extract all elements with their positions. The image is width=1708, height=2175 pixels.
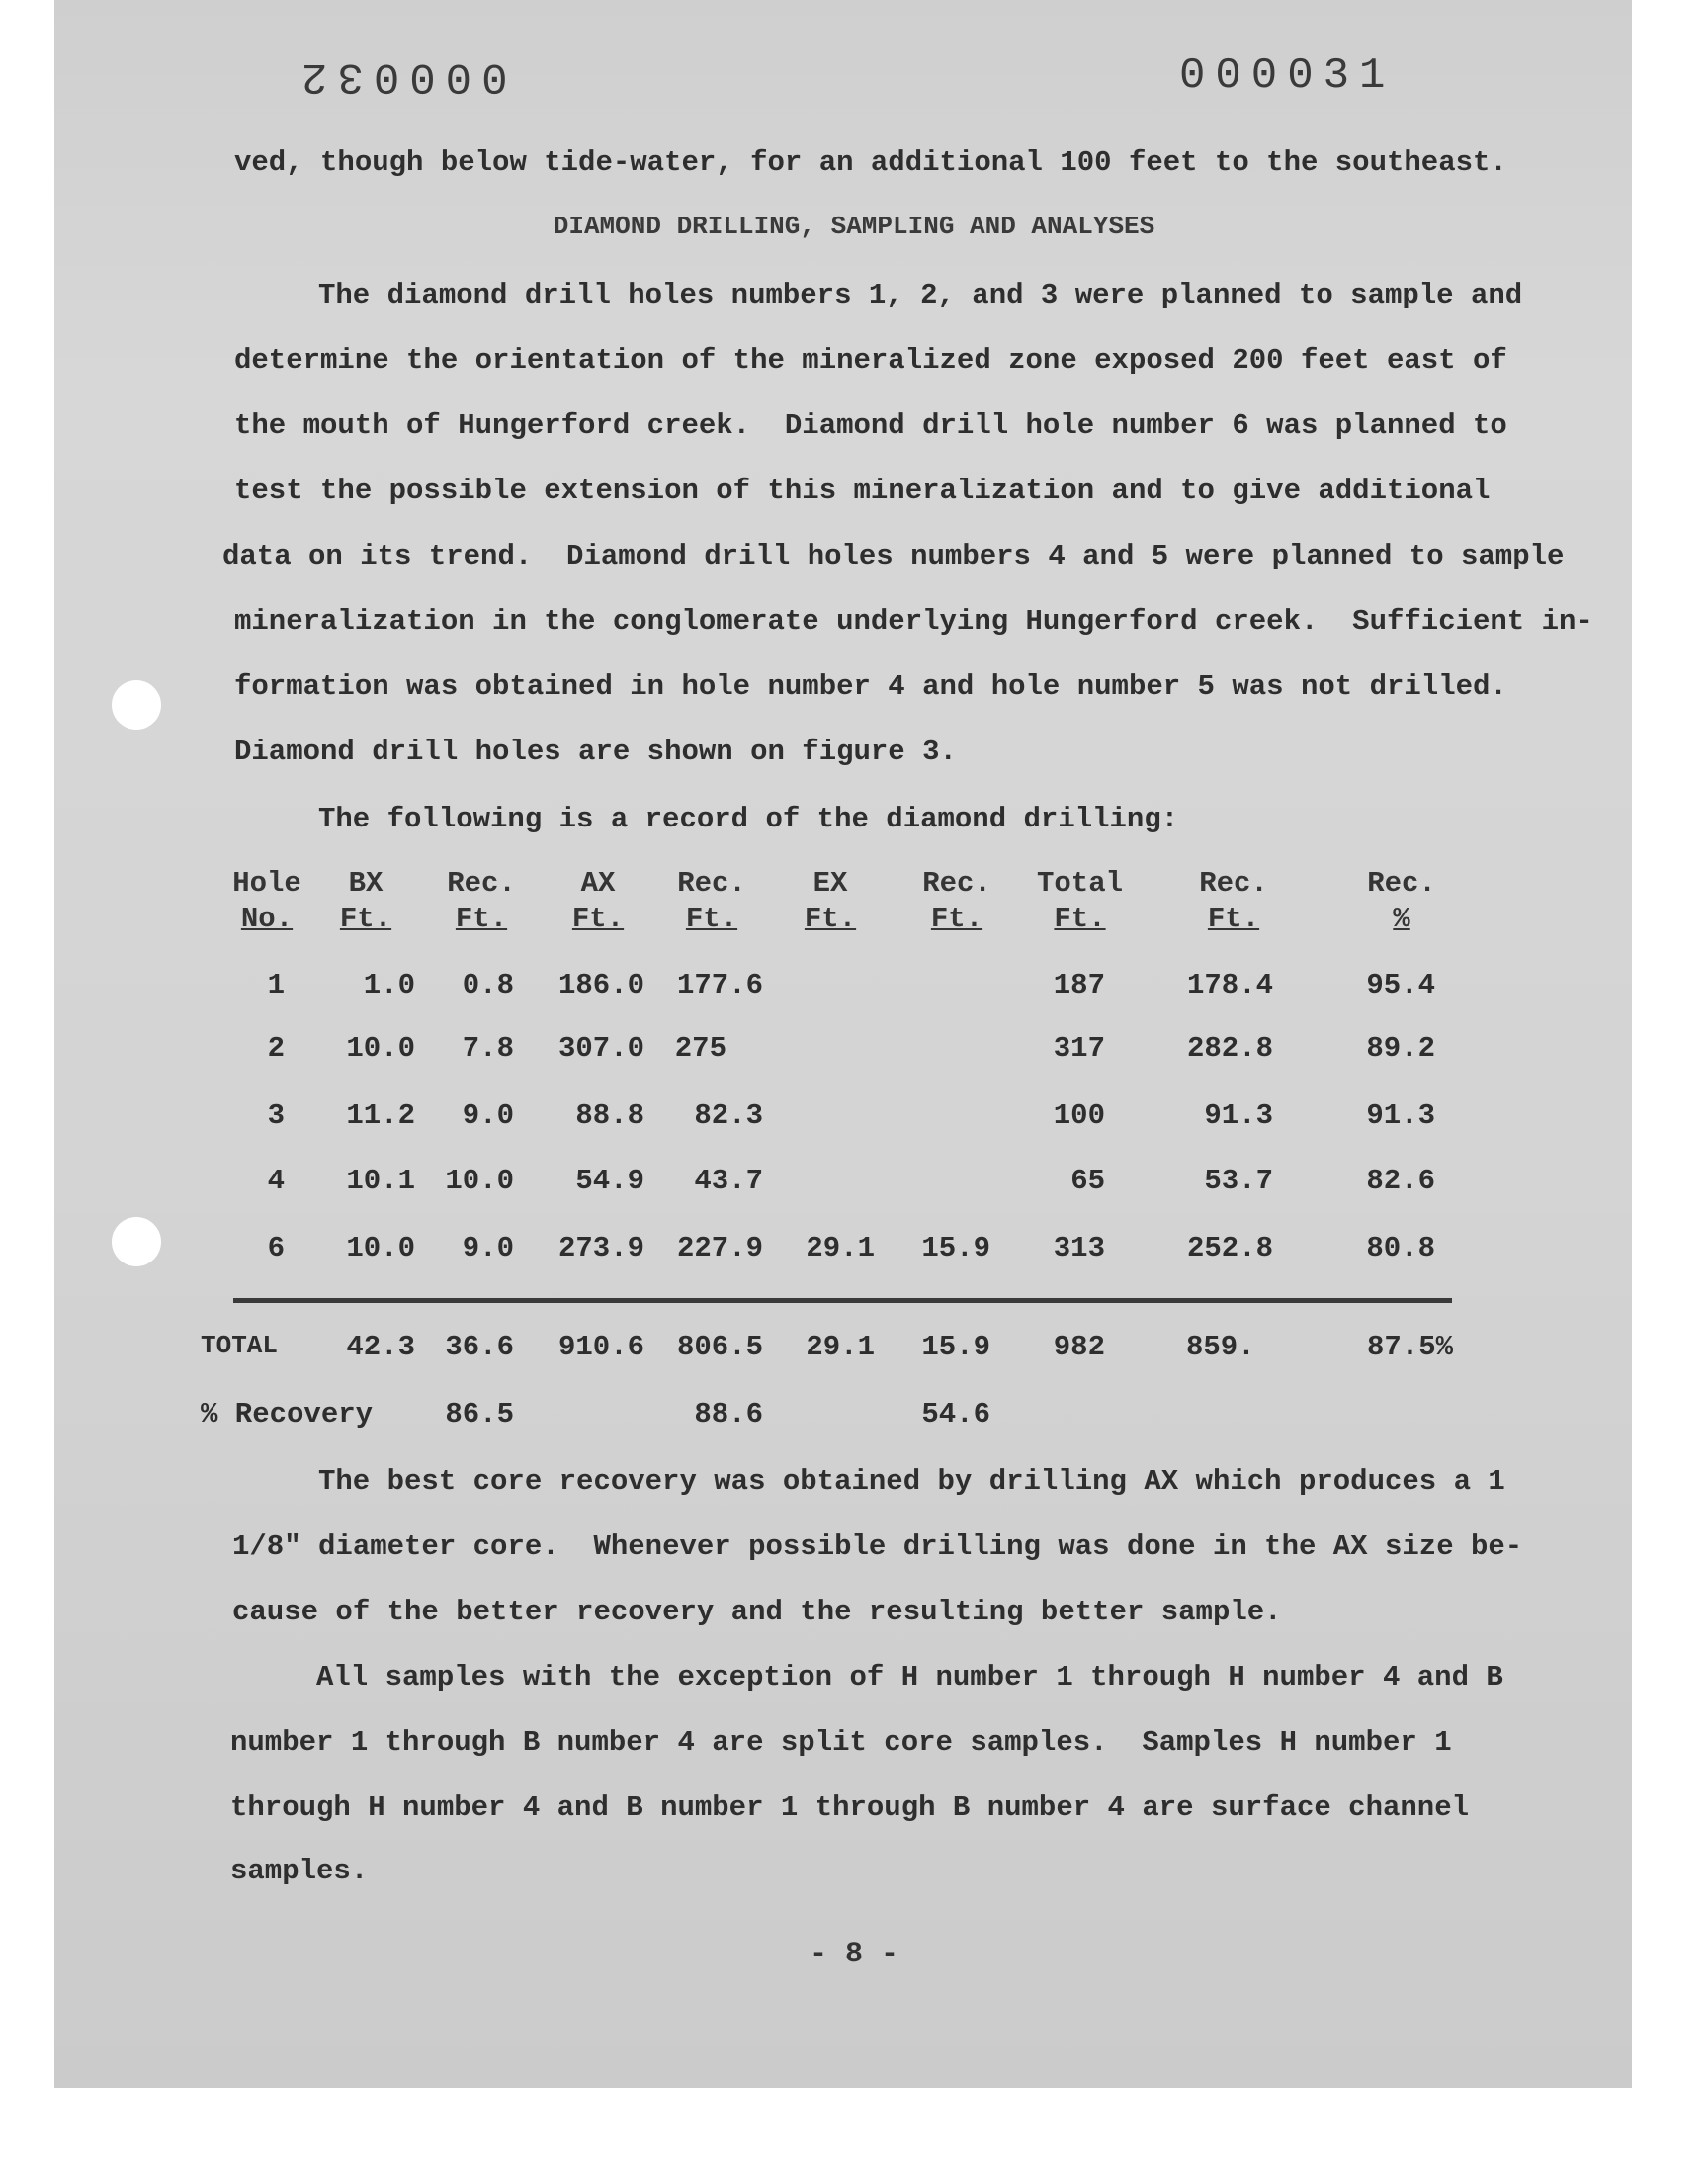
paragraph-line: The diamond drill holes numbers 1, 2, and 3 were planned to sample and — [318, 279, 1523, 311]
table-cell: 100 — [1053, 1099, 1105, 1132]
table-cell: 11.2 — [346, 1099, 415, 1132]
table-cell: 3 — [267, 1099, 285, 1132]
stamp-number: 000031 — [1179, 51, 1396, 101]
table-cell: 82.3 — [694, 1099, 763, 1132]
paragraph-line: determine the orientation of the mineralized zone exposed 200 feet east of — [234, 344, 1507, 377]
recovery-cell: 54.6 — [921, 1398, 990, 1431]
table-cell: 186.0 — [557, 969, 644, 1001]
table-cell: 10.0 — [346, 1232, 415, 1264]
table-cell: 313 — [1053, 1232, 1105, 1264]
total-cell: 36.6 — [445, 1331, 514, 1363]
paragraph-line: mineralization in the conglomerate underlying Hungerford creek. Sufficient in- — [234, 605, 1593, 638]
stamp-number-mirrored: 000032 — [292, 51, 508, 101]
table-cell: 88.8 — [575, 1099, 644, 1132]
table-cell: 10.1 — [346, 1165, 415, 1197]
table-cell: 0.8 — [462, 969, 514, 1001]
total-cell: 982 — [1053, 1331, 1105, 1363]
table-cell: 65 — [1070, 1165, 1105, 1197]
table-cell: 6 — [267, 1232, 285, 1264]
punch-hole-bottom — [112, 1217, 161, 1266]
section-heading: DIAMOND DRILLING, SAMPLING AND ANALYSES — [553, 212, 1155, 241]
paragraph-line: samples. — [230, 1855, 369, 1887]
paragraph-line: test the possible extension of this mineralization and to give additional — [234, 475, 1491, 507]
table-cell: 80.8 — [1366, 1232, 1435, 1264]
table-header: Rec. Ft. — [447, 867, 516, 935]
table-cell: 177.6 — [676, 969, 763, 1001]
table-cell: 53.7 — [1204, 1165, 1273, 1197]
table-cell: 275 — [674, 1032, 726, 1065]
table-cell: 10.0 — [445, 1165, 514, 1197]
table-cell: 29.1 — [806, 1232, 875, 1264]
table-cell: 252.8 — [1186, 1232, 1273, 1264]
page-number: - 8 - — [809, 1938, 898, 1971]
table-header: Rec. % — [1367, 867, 1436, 935]
table-cell: 2 — [267, 1032, 285, 1065]
punch-hole-top — [112, 680, 161, 730]
table-header: BX Ft. — [339, 867, 392, 935]
table-cell: 227.9 — [676, 1232, 763, 1264]
table-cell: 91.3 — [1204, 1099, 1273, 1132]
total-cell: 15.9 — [921, 1331, 990, 1363]
table-header: Rec. Ft. — [1199, 867, 1268, 935]
paragraph-line: Diamond drill holes are shown on figure 3. — [234, 736, 957, 768]
table-header: Rec. Ft. — [922, 867, 991, 935]
paragraph-line: All samples with the exception of H number 1 through H number 4 and B — [316, 1661, 1503, 1694]
table-cell: 307.0 — [557, 1032, 644, 1065]
paragraph-line: number 1 through B number 4 are split core samples. Samples H number 1 — [230, 1726, 1452, 1759]
total-cell: 859. — [1186, 1331, 1255, 1363]
table-cell: 1 — [267, 969, 285, 1001]
total-cell: 42.3 — [346, 1331, 415, 1363]
table-header: Total Ft. — [1036, 867, 1123, 935]
recovery-cell: 86.5 — [445, 1398, 514, 1431]
table-header: Hole No. — [232, 867, 301, 935]
table-cell: 273.9 — [557, 1232, 644, 1264]
table-cell: 9.0 — [462, 1099, 514, 1132]
table-cell: 89.2 — [1366, 1032, 1435, 1065]
table-cell: 4 — [267, 1165, 285, 1197]
table-cell: 82.6 — [1366, 1165, 1435, 1197]
total-cell: 910.6 — [557, 1331, 644, 1363]
paragraph-line: formation was obtained in hole number 4 and hole number 5 was not drilled. — [234, 670, 1507, 703]
table-intro: The following is a record of the diamond drilling: — [318, 803, 1179, 835]
table-cell: 91.3 — [1366, 1099, 1435, 1132]
paragraph-line: cause of the better recovery and the resulting better sample. — [232, 1596, 1282, 1628]
total-cell: 87.5% — [1366, 1331, 1453, 1363]
total-label: TOTAL — [201, 1331, 279, 1360]
paragraph-line: data on its trend. Diamond drill holes numbers 4 and 5 were planned to sample — [222, 540, 1565, 572]
intro-line: ved, though below tide-water, for an additional 100 feet to the southeast. — [234, 146, 1507, 179]
table-cell: 43.7 — [694, 1165, 763, 1197]
total-cell: 806.5 — [676, 1331, 763, 1363]
table-header: Rec. Ft. — [677, 867, 746, 935]
table-divider — [233, 1298, 1452, 1303]
table-cell: 187 — [1053, 969, 1105, 1001]
table-header: AX Ft. — [571, 867, 625, 935]
table-cell: 1.0 — [363, 969, 415, 1001]
table-header: EX Ft. — [804, 867, 857, 935]
recovery-label: % Recovery — [201, 1398, 374, 1431]
table-cell: 9.0 — [462, 1232, 514, 1264]
table-cell: 282.8 — [1186, 1032, 1273, 1065]
paragraph-line: The best core recovery was obtained by drilling AX which produces a 1 — [318, 1465, 1505, 1498]
paragraph-line: the mouth of Hungerford creek. Diamond drill hole number 6 was planned to — [234, 409, 1507, 442]
table-cell: 10.0 — [346, 1032, 415, 1065]
recovery-cell: 88.6 — [694, 1398, 763, 1431]
paragraph-line: 1/8" diameter core. Whenever possible drilling was done in the AX size be- — [232, 1530, 1523, 1563]
table-cell: 317 — [1053, 1032, 1105, 1065]
table-cell: 7.8 — [462, 1032, 514, 1065]
table-cell: 54.9 — [575, 1165, 644, 1197]
paragraph-line: through H number 4 and B number 1 through B number 4 are surface channel — [230, 1791, 1470, 1824]
table-cell: 178.4 — [1186, 969, 1273, 1001]
table-cell: 15.9 — [921, 1232, 990, 1264]
total-cell: 29.1 — [806, 1331, 875, 1363]
table-cell: 95.4 — [1366, 969, 1435, 1001]
